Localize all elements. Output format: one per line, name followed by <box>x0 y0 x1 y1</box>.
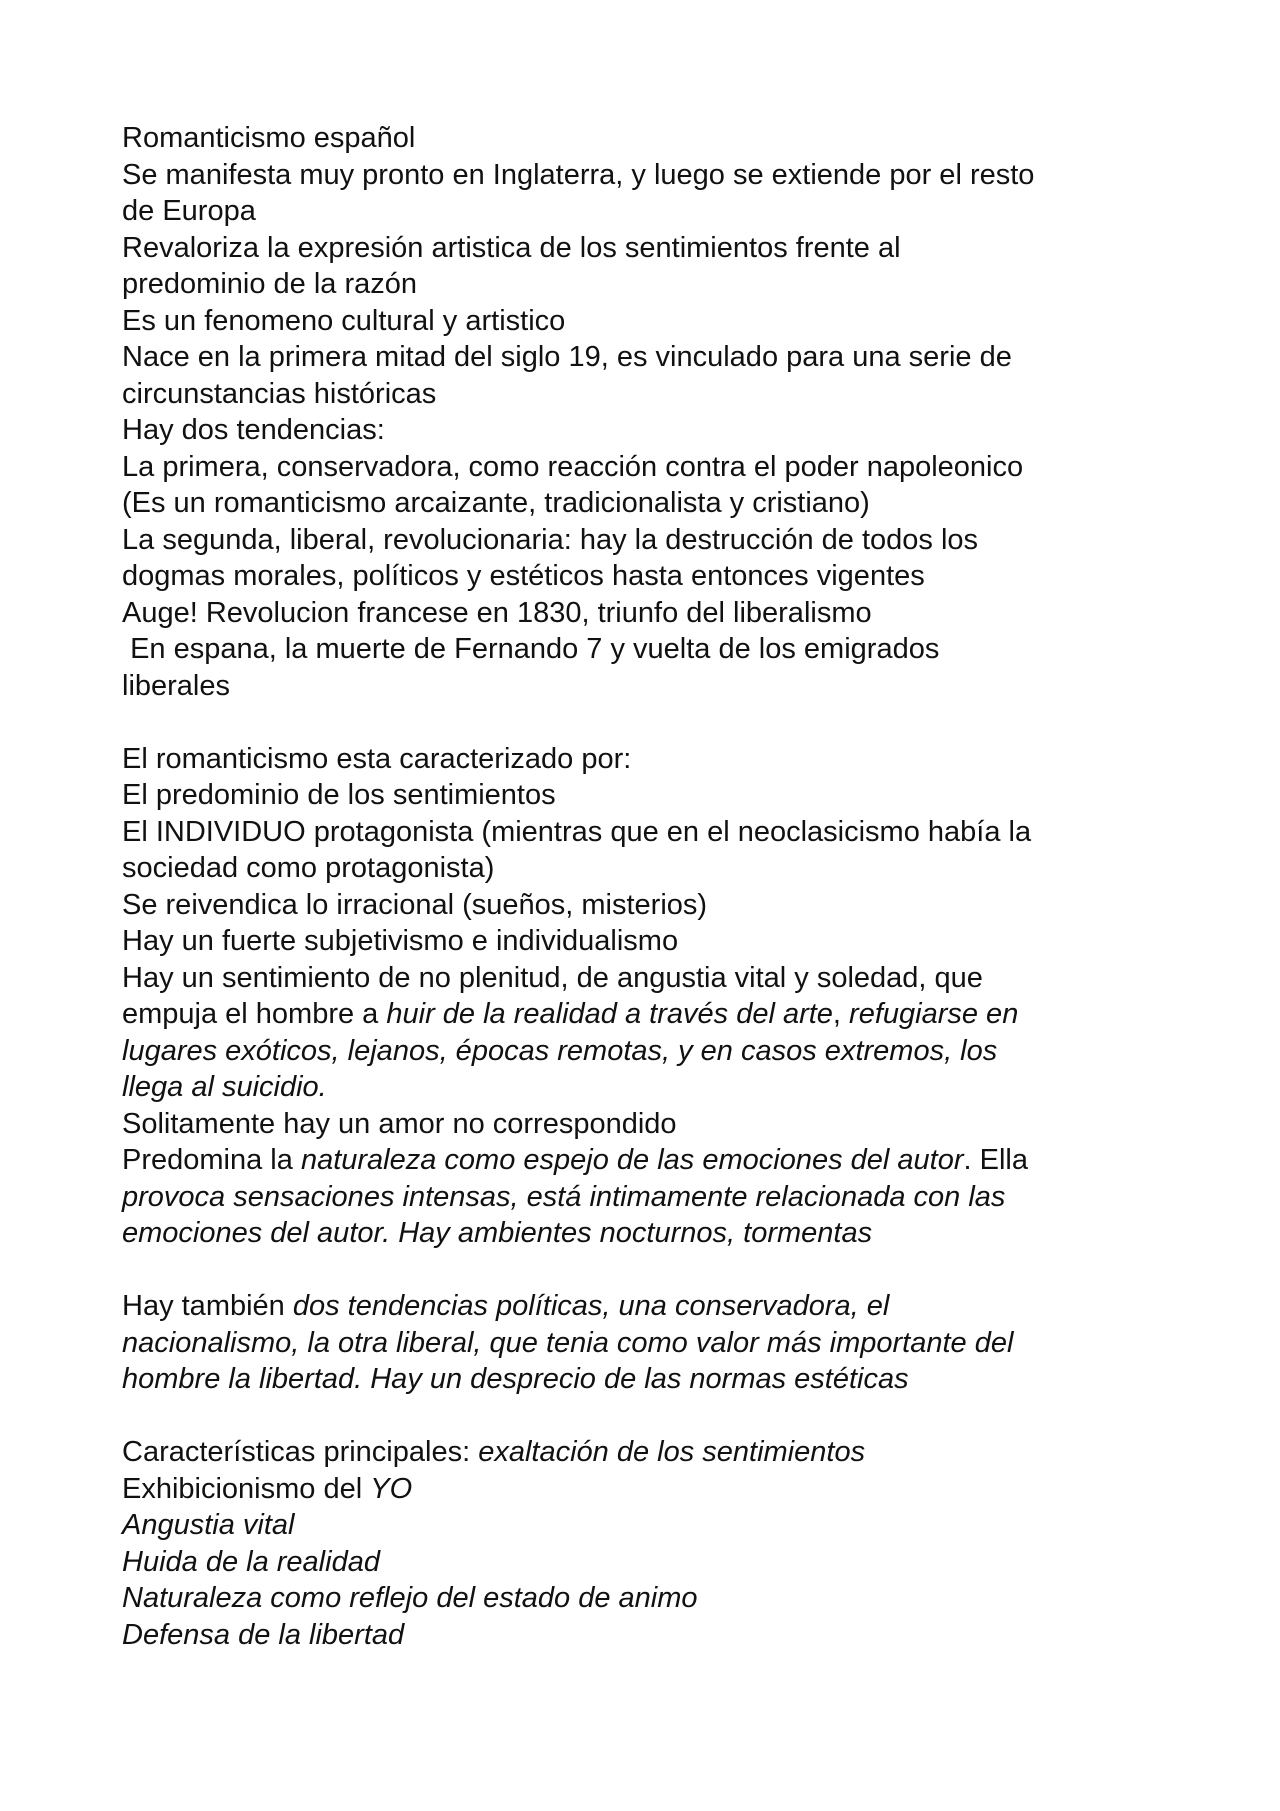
italic-text-segment: YO <box>370 1472 413 1505</box>
blank-line <box>122 1398 1162 1435</box>
italic-text-segment: emociones del autor. Hay ambientes nocturnos, tormentas <box>122 1217 873 1249</box>
text-segment: El predominio de los sentimientos <box>122 779 556 811</box>
text-line <box>122 850 1162 887</box>
text-line <box>122 1288 1162 1325</box>
text-segment: Características principales: <box>122 1436 479 1468</box>
text-line <box>122 1325 1162 1362</box>
text-segment: El INDIVIDUO protagonista (mientras que en el neoclasicismo había la <box>122 815 1032 848</box>
text-segment: La primera, conservadora, como reacción contra el poder napoleonico <box>122 450 1024 483</box>
text-line <box>122 193 1162 230</box>
text-segment: Hay también <box>122 1290 293 1322</box>
text-line <box>122 996 1162 1033</box>
text-segment: El romanticismo esta caracterizado por: <box>122 742 632 775</box>
text-line <box>122 631 1162 668</box>
text-line <box>122 595 1162 632</box>
italic-text-segment: hombre la libertad. Hay un desprecio de las normas estéticas <box>122 1363 909 1395</box>
text-line <box>122 376 1162 413</box>
text-line <box>122 522 1162 559</box>
text-segment: Es un fenomeno cultural y artistico <box>122 304 566 337</box>
text-segment: circunstancias históricas <box>122 377 437 410</box>
text-segment: Hay un fuerte subjetivismo e individualismo <box>122 925 679 957</box>
text-line <box>122 412 1162 449</box>
text-line <box>122 923 1162 960</box>
text-segment: Se manifesta muy pronto en Inglaterra, y luego se extiende por el resto <box>122 158 1035 191</box>
text-line <box>122 1471 1162 1508</box>
text-line <box>122 1179 1162 1216</box>
text-line <box>122 303 1162 340</box>
italic-text-segment: llega al suicidio. <box>122 1071 327 1103</box>
text-line <box>122 1434 1162 1471</box>
italic-text-segment: Defensa de la libertad <box>122 1618 405 1651</box>
blank-line <box>122 704 1162 741</box>
italic-text-segment: dos tendencias políticas, una conservadora, el <box>292 1290 890 1322</box>
text-segment: liberales <box>122 669 230 702</box>
italic-text-segment: lugares exóticos, lejanos, épocas remotas, y en casos extremos, los <box>122 1034 998 1067</box>
text-line <box>122 1507 1162 1544</box>
text-line <box>122 814 1162 851</box>
text-segment: Hay un sentimiento de no plenitud, de angustia vital y soledad, que <box>122 961 983 994</box>
text-segment: , <box>832 998 850 1030</box>
text-line <box>122 777 1162 814</box>
text-line <box>122 449 1162 486</box>
text-line <box>122 230 1162 267</box>
text-segment: Auge! Revolucion francese en 1830, triunfo del liberalismo <box>122 596 872 629</box>
text-segment: . Ella <box>963 1144 1028 1176</box>
text-line <box>122 157 1162 194</box>
text-segment: Se reivendica lo irracional (sueños, misterios) <box>122 888 708 921</box>
text-line <box>122 887 1162 924</box>
text-segment: La segunda, liberal, revolucionaria: hay la destrucción de todos los <box>122 523 979 556</box>
italic-text-segment: naturaleza como espejo de las emociones del autor <box>300 1144 964 1176</box>
text-line <box>122 1106 1162 1143</box>
text-line <box>122 960 1162 997</box>
text-line <box>122 485 1162 522</box>
italic-text-segment: provoca sensaciones intensas, está intimamente relacionada con las <box>122 1180 1006 1213</box>
italic-text-segment: Huida de la realidad <box>122 1545 380 1578</box>
text-line <box>122 266 1162 303</box>
text-segment: Exhibicionismo del <box>122 1472 371 1505</box>
text-line <box>122 1361 1162 1398</box>
italic-text-segment: Angustia vital <box>122 1509 295 1541</box>
text-line <box>122 1215 1162 1252</box>
text-line <box>122 1544 1162 1581</box>
text-line <box>122 1033 1162 1070</box>
text-line <box>122 1069 1162 1106</box>
text-line <box>122 1617 1162 1654</box>
text-line <box>122 339 1162 376</box>
text-segment: Nace en la primera mitad del siglo 19, es vinculado para una serie de <box>122 341 1012 373</box>
italic-text-segment: exaltación de los sentimientos <box>478 1436 866 1468</box>
text-segment: (Es un romanticismo arcaizante, tradicionalista y cristiano) <box>122 487 870 519</box>
text-segment: de Europa <box>122 195 256 227</box>
text-segment: Romanticismo español <box>122 122 416 154</box>
text-line <box>122 558 1162 595</box>
text-segment: Predomina la <box>122 1144 301 1176</box>
italic-text-segment: nacionalismo, la otra liberal, que tenia como valor más importante del <box>122 1326 1014 1359</box>
text-segment: Revaloriza la expresión artistica de los sentimientos frente al <box>122 231 901 264</box>
text-segment: dogmas morales, políticos y estéticos hasta entonces vigentes <box>122 560 925 592</box>
text-segment: Hay dos tendencias: <box>122 414 385 446</box>
italic-text-segment: refugiarse en <box>849 998 1019 1030</box>
italic-text-segment: Naturaleza como reflejo del estado de animo <box>122 1582 698 1614</box>
text-segment: empuja el hombre a <box>122 998 387 1030</box>
document-body <box>122 120 1162 1653</box>
text-segment: predominio de la razón <box>122 268 418 300</box>
text-line <box>122 668 1162 705</box>
text-segment: En espana, la muerte de Fernando 7 y vuelta de los emigrados <box>122 633 940 665</box>
text-line <box>122 741 1162 778</box>
italic-text-segment: huir de la realidad a través del arte <box>386 998 833 1030</box>
text-line <box>122 1142 1162 1179</box>
text-line <box>122 120 1162 157</box>
text-segment: Solitamente hay un amor no correspondido <box>122 1107 677 1140</box>
text-segment: sociedad como protagonista) <box>122 852 495 884</box>
text-line <box>122 1580 1162 1617</box>
blank-line <box>122 1252 1162 1289</box>
